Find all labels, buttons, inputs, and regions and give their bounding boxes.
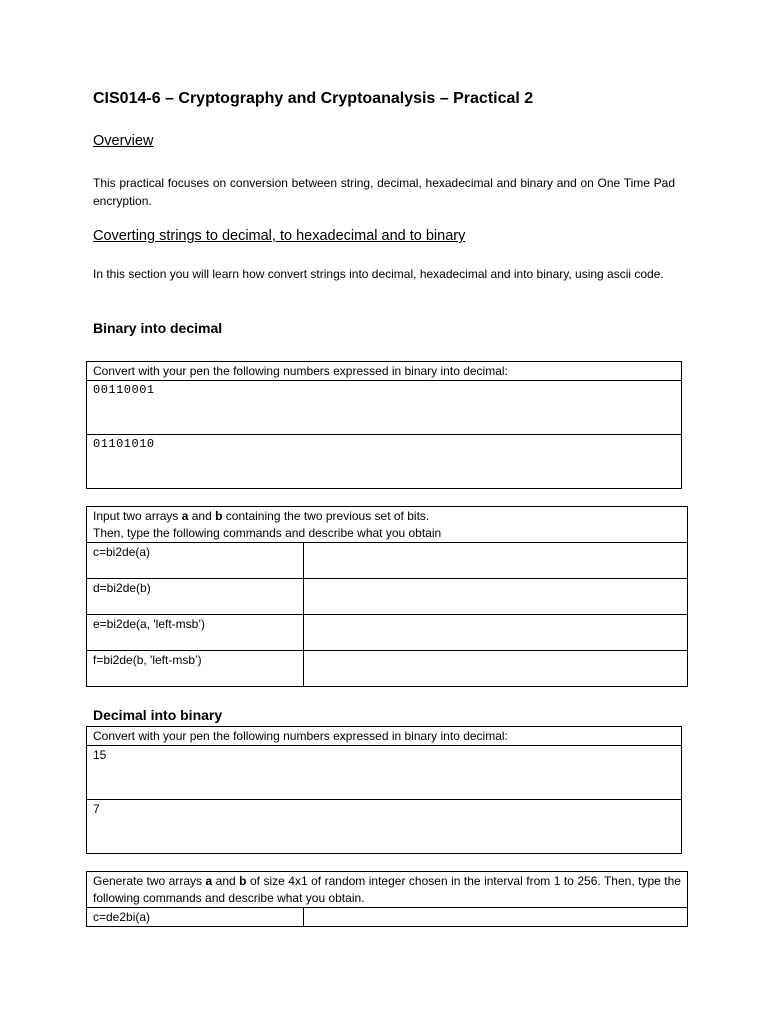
answer-cell[interactable] bbox=[304, 579, 688, 615]
table-row bbox=[87, 746, 682, 800]
decimal-conversion-table bbox=[86, 726, 682, 854]
command-cell: e=bi2de(a, 'left-msb’) bbox=[87, 615, 304, 651]
answer-cell[interactable] bbox=[304, 543, 688, 579]
table-row bbox=[87, 362, 682, 381]
command-cell: c=bi2de(a) bbox=[87, 543, 304, 579]
table-row bbox=[87, 872, 688, 908]
decimal-value-cell: 15 bbox=[87, 746, 682, 800]
answer-cell[interactable] bbox=[304, 651, 688, 687]
command-cell: c=de2bi(a) bbox=[87, 908, 304, 927]
overview-text: This practical focuses on conversion between string, decimal, hexadecimal and binary and on One Time Pad encryption. bbox=[93, 176, 675, 208]
table-row bbox=[87, 435, 682, 489]
section-heading-converting: Coverting strings to decimal, to hexadecimal and to binary bbox=[93, 228, 466, 244]
array-a-label: a bbox=[181, 509, 189, 523]
command-cell: f=bi2de(b, 'left-msb’) bbox=[87, 651, 304, 687]
binary-value-cell: 00110001 bbox=[87, 381, 682, 435]
section-text-converting: In this section you will learn how convert strings into decimal, hexadecimal and into binary, using ascii code. bbox=[93, 267, 664, 281]
decimal-into-binary-heading: Decimal into binary bbox=[93, 707, 223, 723]
decimal-value-cell: 7 bbox=[87, 800, 682, 854]
table-row bbox=[87, 615, 688, 651]
page-title: CIS014-6 – Cryptography and Cryptoanalysis – Practical 2 bbox=[93, 90, 534, 107]
array-b-label: b bbox=[239, 874, 247, 888]
table-row bbox=[87, 651, 688, 687]
overview-heading: Overview bbox=[93, 133, 154, 149]
array-b-label: b bbox=[215, 509, 223, 523]
table-row bbox=[87, 727, 682, 746]
instruction-cell: Generate two arrays a and b of size 4x1 of random integer chosen in the interval from 1 to 256. Then, type the following commands and describe what you obtain. bbox=[87, 872, 688, 908]
table-row bbox=[87, 908, 688, 927]
instruction-cell: Convert with your pen the following numbers expressed in binary into decimal: bbox=[87, 362, 682, 381]
bi2de-commands-table bbox=[86, 506, 688, 687]
instruction-cell: Convert with your pen the following numbers expressed in binary into decimal: bbox=[87, 727, 682, 746]
binary-value-cell: 01101010 bbox=[87, 435, 682, 489]
instruction-cell: Input two arrays a and b containing the two previous set of bits. Then, type the following commands and describe what you obtain bbox=[87, 507, 688, 543]
answer-cell[interactable] bbox=[304, 615, 688, 651]
array-a-label: a bbox=[205, 874, 213, 888]
answer-cell[interactable] bbox=[304, 908, 688, 927]
de2bi-commands-table bbox=[86, 871, 688, 927]
table-row bbox=[87, 543, 688, 579]
table-row bbox=[87, 507, 688, 543]
table-row bbox=[87, 800, 682, 854]
table-row bbox=[87, 579, 688, 615]
binary-into-decimal-heading: Binary into decimal bbox=[93, 320, 223, 336]
table-row bbox=[87, 381, 682, 435]
binary-conversion-table bbox=[86, 361, 682, 489]
command-cell: d=bi2de(b) bbox=[87, 579, 304, 615]
